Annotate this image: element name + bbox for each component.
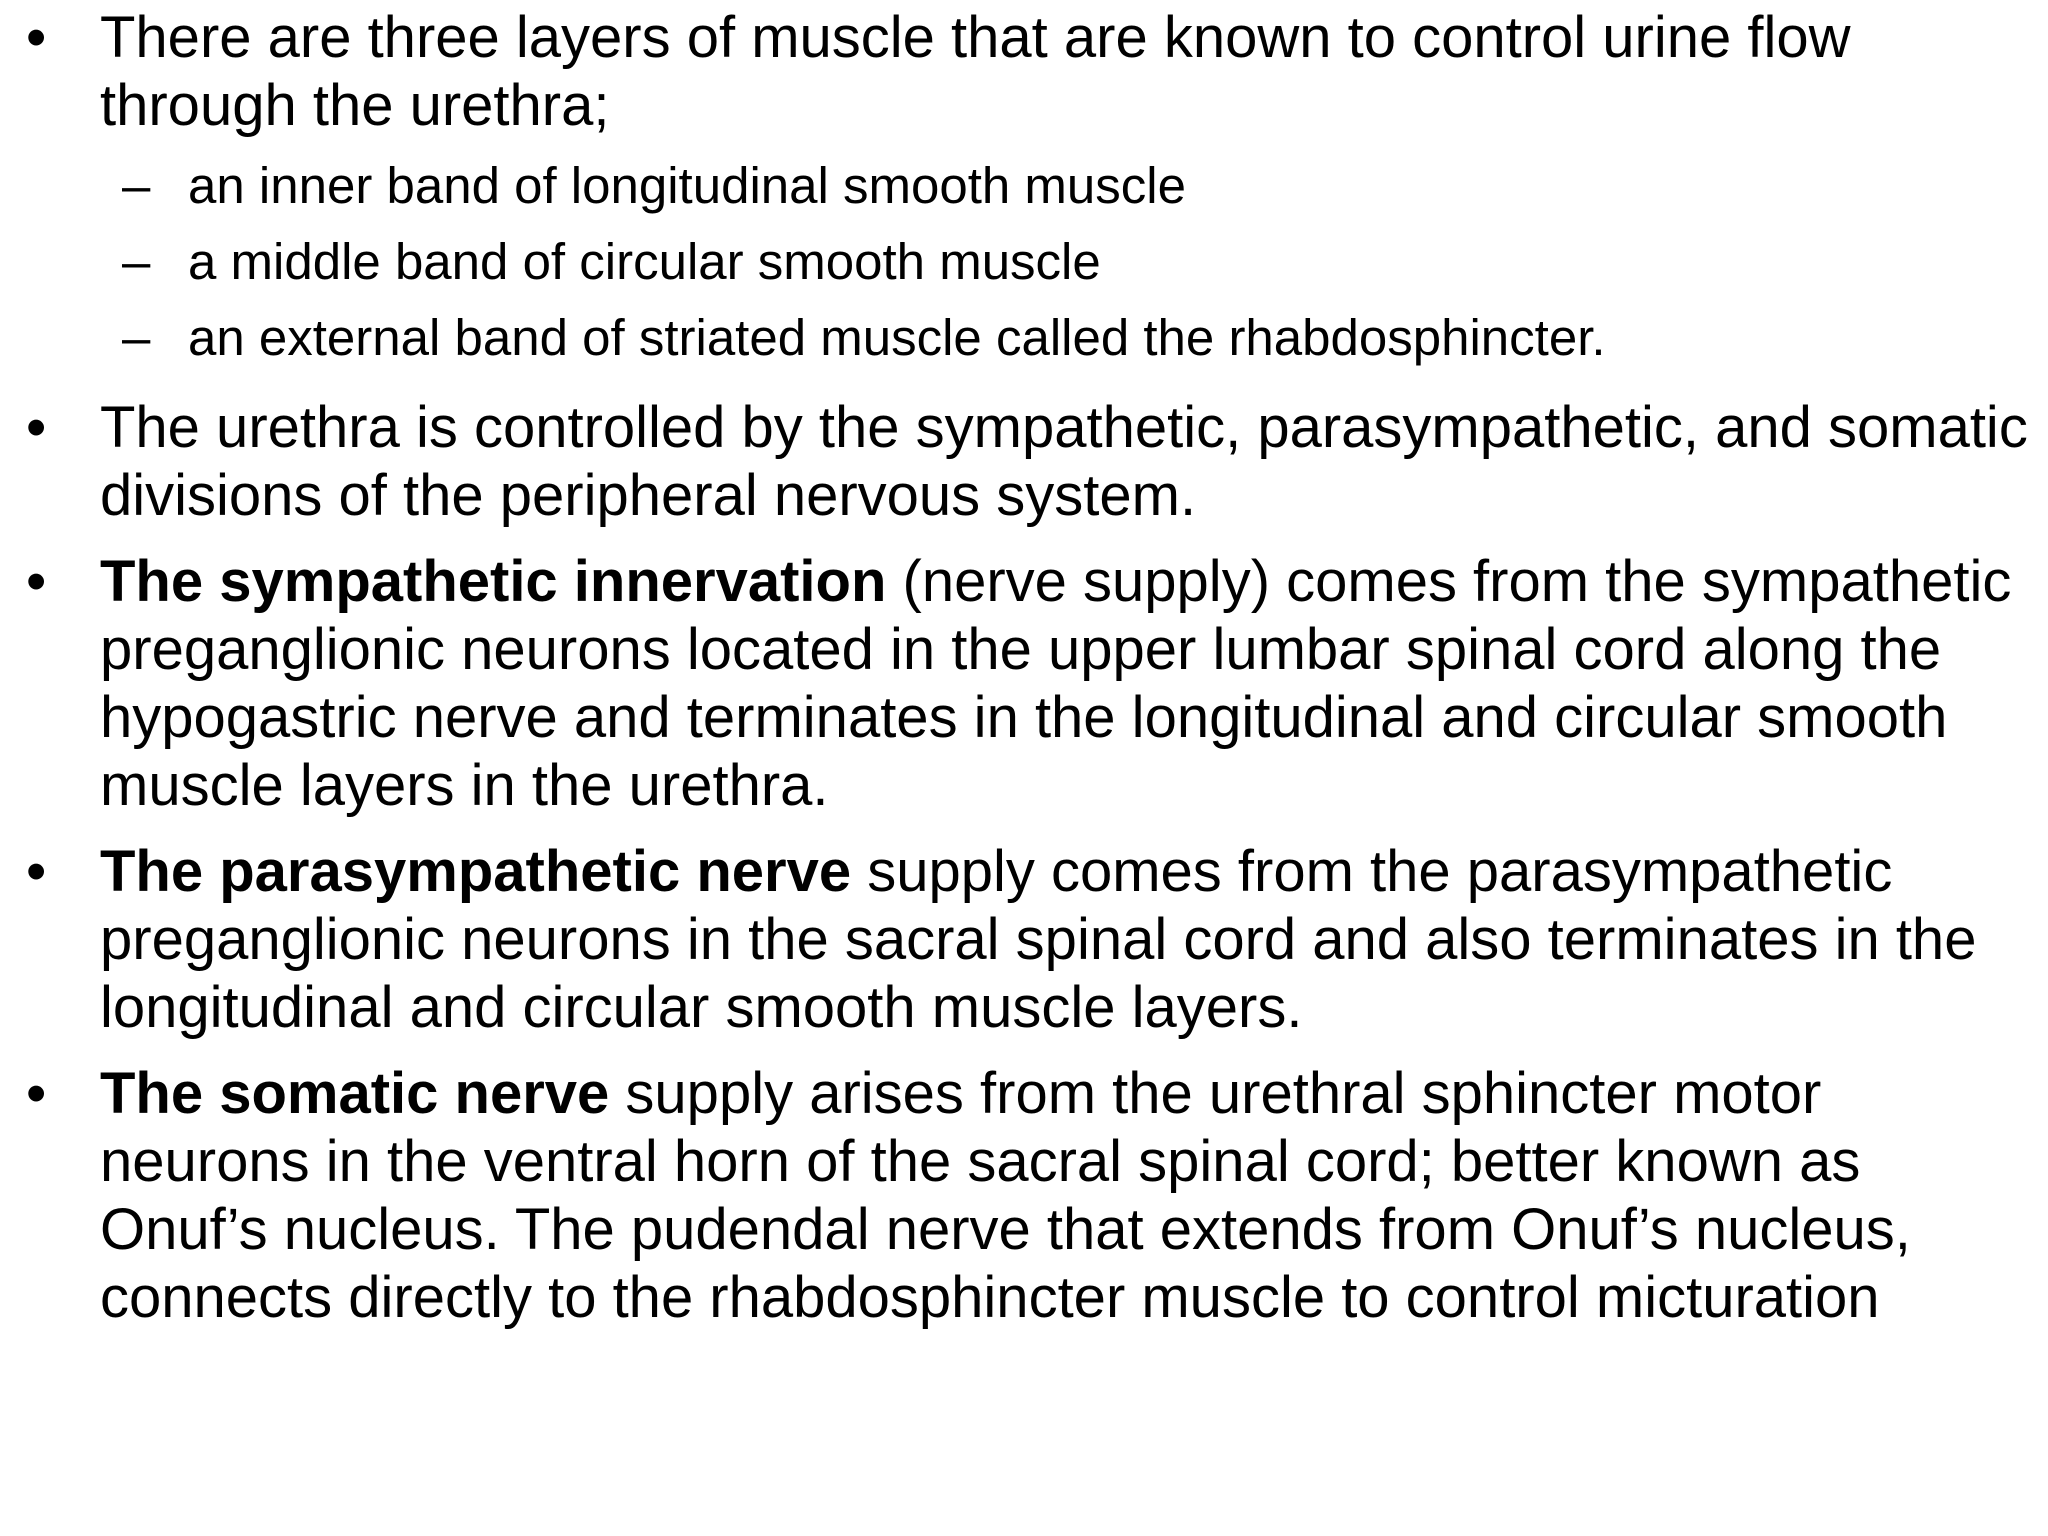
bullet-item-parasympathetic [0, 838, 2048, 1042]
bullet-bold-term: The sympathetic innervation [100, 549, 887, 614]
dash-icon: – [122, 233, 151, 290]
bullet-bold-term: The somatic nerve [100, 1061, 610, 1126]
dash-icon: – [122, 309, 151, 366]
bullet-icon: • [26, 1061, 47, 1126]
bullet-list [0, 4, 2048, 1350]
bullet-item-somatic [0, 1060, 2048, 1332]
bullet-icon: • [26, 549, 47, 614]
sub-bullet-text: an external band of striated muscle called the rhabdosphincter. [188, 309, 1606, 366]
bullet-item-urethra-control [0, 394, 2048, 530]
sub-bullet-item [100, 300, 2028, 376]
sub-bullet-text: a middle band of circular smooth muscle [188, 233, 1101, 290]
bullet-item-sympathetic [0, 548, 2048, 820]
dash-icon: – [122, 157, 151, 214]
bullet-icon: • [26, 395, 47, 460]
bullet-icon: • [26, 839, 47, 904]
bullet-bold-term: The parasympathetic nerve [100, 839, 852, 904]
bullet-icon: • [26, 5, 47, 70]
bullet-text: (nerve supply) comes from the sympathetic preganglionic neurons located in the upper lumbar spinal cord along the hypogastric nerve and terminates in the longitudinal and circular smooth muscle layers in the urethra. [100, 549, 2012, 818]
sub-bullet-list [100, 148, 2028, 376]
bullet-text: supply arises from the urethral sphincter motor neurons in the ventral horn of the sacral spinal cord; better known as Onuf’s nucleus. The pudendal nerve that extends from Onuf’s nucleus, connects directly to the rhabdosphincter muscle to control micturation [100, 1061, 1911, 1330]
bullet-item-muscle-layers [0, 4, 2048, 376]
bullet-text: supply comes from the parasympathetic preganglionic neurons in the sacral spinal cord and also terminates in the longitudinal and circular smooth muscle layers. [100, 839, 1977, 1040]
bullet-text: There are three layers of muscle that are known to control urine flow through the urethra; [100, 5, 1851, 138]
bullet-text: The urethra is controlled by the sympathetic, parasympathetic, and somatic divisions of the peripheral nervous system. [100, 395, 2028, 528]
sub-bullet-item [100, 224, 2028, 300]
sub-bullet-item [100, 148, 2028, 224]
sub-bullet-text: an inner band of longitudinal smooth muscle [188, 157, 1186, 214]
